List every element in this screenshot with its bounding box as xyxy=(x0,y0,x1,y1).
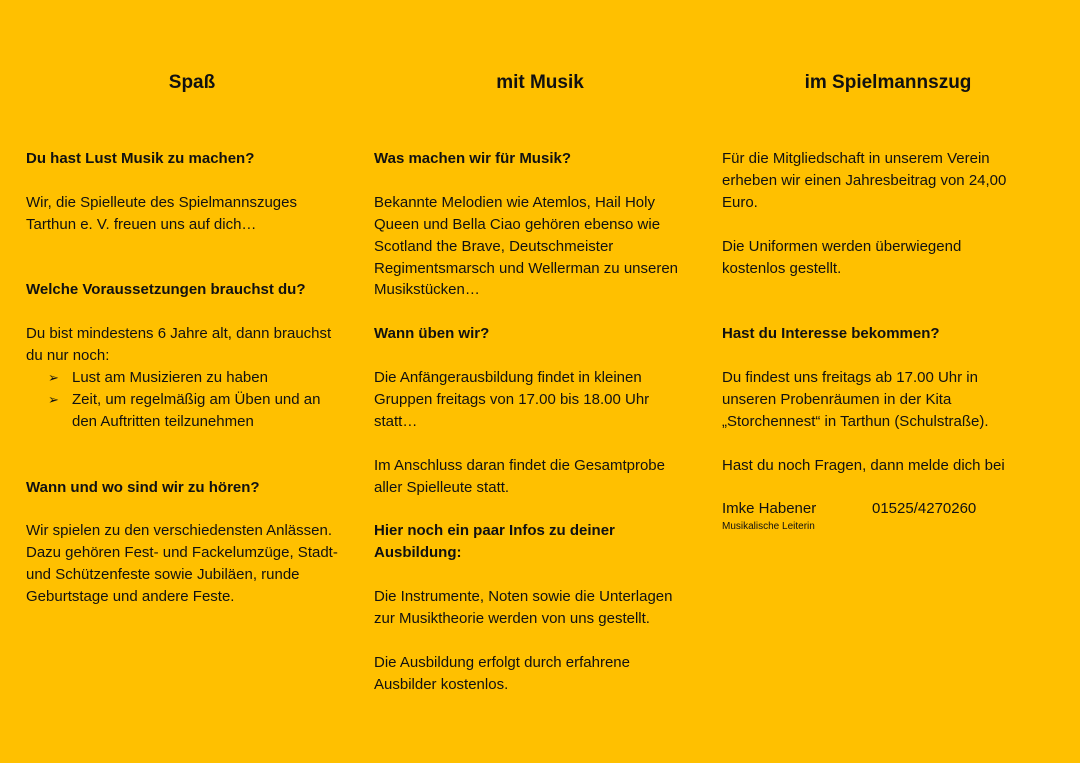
text-line: Hast du noch Fragen, dann melde dich bei xyxy=(722,456,1005,474)
text-line: statt… xyxy=(374,412,418,430)
heading-wann-wo: Wann und wo sind wir zu hören? xyxy=(26,478,260,496)
text-line: Die Uniformen werden überwiegend xyxy=(722,237,962,255)
heading-was-machen: Was machen wir für Musik? xyxy=(374,150,571,167)
arrow-bullet-icon: ➢ xyxy=(48,391,59,407)
column-left-body xyxy=(26,148,362,608)
heading-interesse: Hast du Interesse bekommen? xyxy=(722,325,940,343)
text-line: Gruppen freitags von 17.00 bis 18.00 Uhr xyxy=(374,390,650,408)
list-item-continuation xyxy=(26,411,362,433)
text-line: Geburtstage und andere Feste. xyxy=(26,588,235,606)
text-line: erheben wir einen Jahresbeitrag von 24,00 xyxy=(722,171,1007,189)
text-line: kostenlos gestellt. xyxy=(722,259,842,277)
heading-voraussetzungen: Welche Voraussetzungen brauchst du? xyxy=(26,281,306,299)
text-line: Regimentsmarsch und Wellerman zu unseren xyxy=(374,259,679,277)
text-line: Du bist mindestens 6 Jahre alt, dann brauchst xyxy=(26,325,332,343)
text-line: Bekannte Melodien wie Atemlos, Hail Holy xyxy=(374,193,655,211)
column-middle xyxy=(374,0,710,763)
text-line: Im Anschluss daran findet die Gesamtprobe xyxy=(374,456,665,474)
text-line: unseren Probenräumen in der Kita xyxy=(722,390,952,408)
text-line: Wir spielen zu den verschiedensten Anlässen. xyxy=(26,522,333,540)
heading-lust-musik: Du hast Lust Musik zu machen? xyxy=(26,150,255,167)
text-line: Ausbilder kostenlos. xyxy=(374,675,509,693)
requirements-list xyxy=(26,367,362,433)
text-line: zur Musiktheorie werden von uns gestellt. xyxy=(374,609,650,627)
text-line: „Storchennest“ in Tarthun (Schulstraße). xyxy=(722,412,989,430)
heading-wann-ueben: Wann üben wir? xyxy=(374,325,490,343)
contact-role: Musikalische Leiterin xyxy=(722,521,815,533)
title-mit-musik: mit Musik xyxy=(496,72,584,93)
title-spielmannszug: im Spielmannszug xyxy=(804,72,972,93)
text-line: Du findest uns freitags ab 17.00 Uhr in xyxy=(722,369,978,387)
text-line: Die Anfängerausbildung findet in kleinen xyxy=(374,369,642,387)
text-line: und Schützenfeste sowie Jubiläen, runde xyxy=(26,566,300,584)
list-item xyxy=(26,367,362,389)
text-line: Dazu gehören Fest- und Fackelumzüge, Stadt- xyxy=(26,544,338,562)
text-line: Euro. xyxy=(722,193,758,211)
contact-name: Imke Habener xyxy=(722,500,817,518)
text-line: Tarthun e. V. freuen uns auf dich… xyxy=(26,215,257,233)
text-line: Musikstücken… xyxy=(374,281,480,299)
heading-infos-ausbildung: Hier noch ein paar Infos zu deiner xyxy=(374,522,615,540)
column-right-body xyxy=(722,148,1058,533)
list-item xyxy=(26,389,362,411)
text-line: Scotland the Brave, Deutschmeister xyxy=(374,237,614,255)
arrow-bullet-icon: ➢ xyxy=(48,370,59,386)
contact-row xyxy=(722,498,1058,520)
text-line: Wir, die Spielleute des Spielmannszuges xyxy=(26,193,297,211)
text-line: Queen und Bella Ciao gehören ebenso wie xyxy=(374,215,661,233)
title-spass: Spaß xyxy=(168,72,216,93)
contact-phone: 01525/4270260 xyxy=(872,500,977,518)
column-middle-body xyxy=(374,148,710,696)
list-item-text: den Auftritten teilzunehmen xyxy=(72,412,254,430)
text-line: du nur noch: xyxy=(26,347,110,365)
column-left xyxy=(26,0,362,763)
list-item-text: Zeit, um regelmäßig am Üben und an xyxy=(72,390,321,408)
text-line: Für die Mitgliedschaft in unserem Verein xyxy=(722,150,990,167)
text-line: aller Spielleute statt. xyxy=(374,478,510,496)
text-line: Die Ausbildung erfolgt durch erfahrene xyxy=(374,653,630,671)
text-line: Die Instrumente, Noten sowie die Unterlagen xyxy=(374,588,673,606)
list-item-text: Lust am Musizieren zu haben xyxy=(72,369,268,387)
column-right xyxy=(722,0,1058,763)
heading-infos-ausbildung-cont: Ausbildung: xyxy=(374,544,462,562)
